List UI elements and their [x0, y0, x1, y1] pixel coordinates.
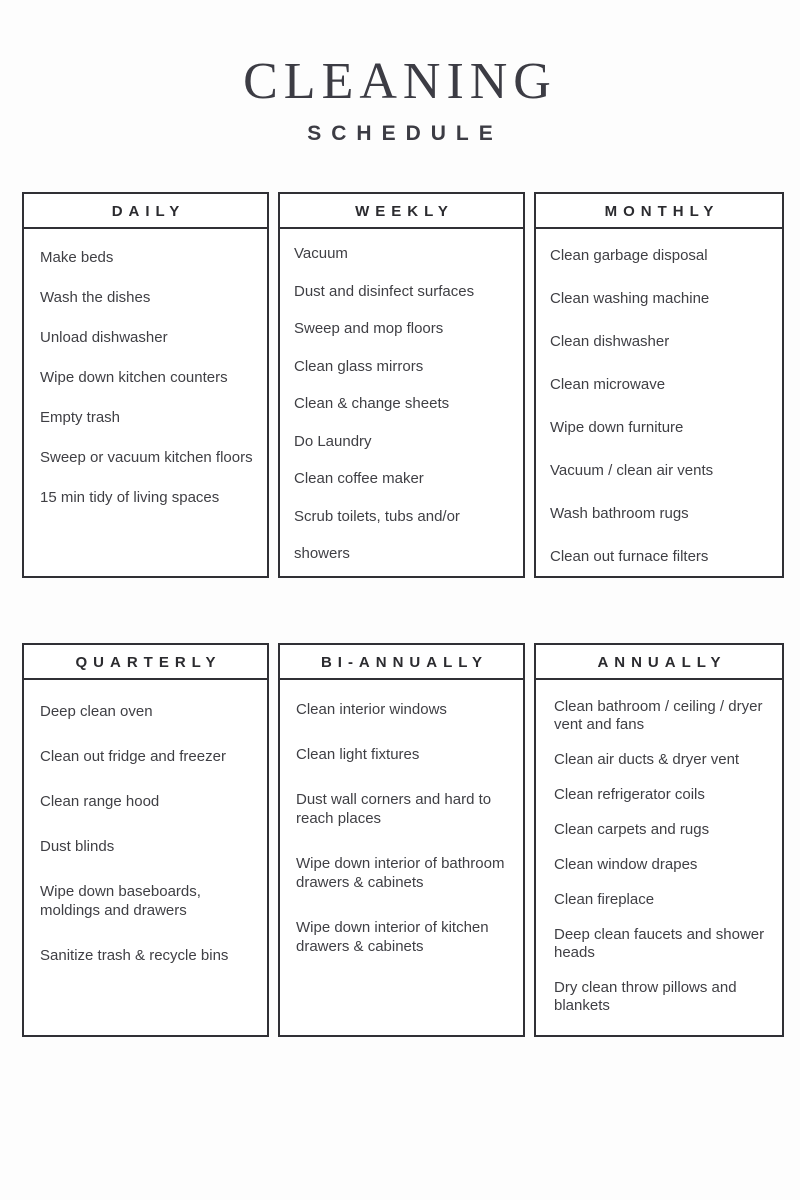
task-item: Wash bathroom rugs	[550, 505, 689, 522]
task-item: Clean coffee maker	[294, 470, 424, 487]
task-item: Clean light fixtures	[296, 746, 420, 763]
task-item: Dry clean throw pillows and blankets	[554, 979, 737, 1014]
section-annually	[534, 643, 784, 1037]
schedule-grid-top	[22, 192, 800, 578]
task-item: Make beds	[40, 249, 114, 266]
section-annually-header: ANNUALLY	[536, 645, 782, 680]
task-item: Do Laundry	[294, 432, 372, 450]
task-item: Clean interior windows	[296, 701, 447, 718]
task-item: Wipe down kitchen counters	[40, 369, 228, 386]
task-item: Vacuum	[294, 245, 348, 262]
section-daily-list	[24, 229, 267, 518]
task-item: Clean fireplace	[554, 891, 655, 908]
task-item: Scrub toilets, tubs and/or showers	[294, 507, 460, 562]
section-bi-annually-list	[280, 680, 523, 956]
task-item: Wipe down baseboards, moldings and drawers	[40, 883, 201, 919]
task-item: 15 min tidy of living spaces	[40, 489, 220, 506]
task-item: Clean out fridge and freezer	[40, 748, 226, 765]
section-monthly-header: MONTHLY	[536, 194, 782, 229]
task-item: Wipe down interior of bathroom drawers & cabinets	[296, 855, 505, 891]
schedule-grid-bottom	[22, 643, 800, 1037]
section-annually-list	[536, 680, 782, 1015]
task-item: Clean carpets and rugs	[554, 821, 710, 838]
task-item: Clean washing machine	[550, 290, 710, 307]
task-item: Sanitize trash & recycle bins	[40, 947, 229, 964]
task-item: Clean dishwasher	[550, 333, 670, 350]
task-item: Clean garbage disposal	[550, 247, 708, 264]
section-quarterly-header: QUARTERLY	[24, 645, 267, 680]
task-item: Dust and disinfect surfaces	[294, 282, 475, 300]
task-item: Sweep and mop floors	[294, 320, 444, 337]
section-weekly	[278, 192, 525, 578]
task-item: Empty trash	[40, 409, 121, 426]
task-item: Deep clean oven	[40, 703, 153, 720]
task-item: Clean range hood	[40, 793, 160, 810]
section-monthly	[534, 192, 784, 578]
task-item: Vacuum / clean air vents	[550, 462, 714, 479]
page-subtitle: SCHEDULE	[307, 122, 503, 145]
section-daily-header: DAILY	[24, 194, 267, 229]
section-bi-annually	[278, 643, 525, 1037]
task-item: Clean window drapes	[554, 856, 698, 873]
task-item: Clean refrigerator coils	[554, 786, 705, 803]
section-bi-annually-header: BI-ANNUALLY	[280, 645, 523, 680]
task-item: Deep clean faucets and shower heads	[554, 926, 765, 961]
task-item: Wash the dishes	[40, 289, 151, 306]
task-item: Clean microwave	[550, 376, 666, 393]
task-item: Clean glass mirrors	[294, 357, 424, 375]
section-daily	[22, 192, 269, 578]
section-monthly-list	[536, 229, 782, 578]
section-quarterly	[22, 643, 269, 1037]
task-item: Dust blinds	[40, 838, 115, 855]
section-weekly-list	[280, 229, 523, 573]
task-item: Wipe down furniture	[550, 419, 684, 436]
task-item: Unload dishwasher	[40, 329, 168, 346]
task-item: Sweep or vacuum kitchen floors	[40, 449, 253, 466]
section-quarterly-list	[24, 680, 267, 965]
page-title: CLEANING	[243, 53, 557, 110]
task-item: Clean & change sheets	[294, 395, 450, 412]
task-item: Clean bathroom / ceiling / dryer vent and fans	[554, 698, 763, 733]
task-item: Wipe down interior of kitchen drawers & cabinets	[296, 919, 489, 955]
task-item: Clean out furnace filters	[550, 548, 709, 565]
section-weekly-header: WEEKLY	[280, 194, 523, 229]
task-item: Clean air ducts & dryer vent	[554, 751, 740, 768]
task-item: Dust wall corners and hard to reach places	[296, 791, 492, 827]
header	[0, 0, 800, 146]
